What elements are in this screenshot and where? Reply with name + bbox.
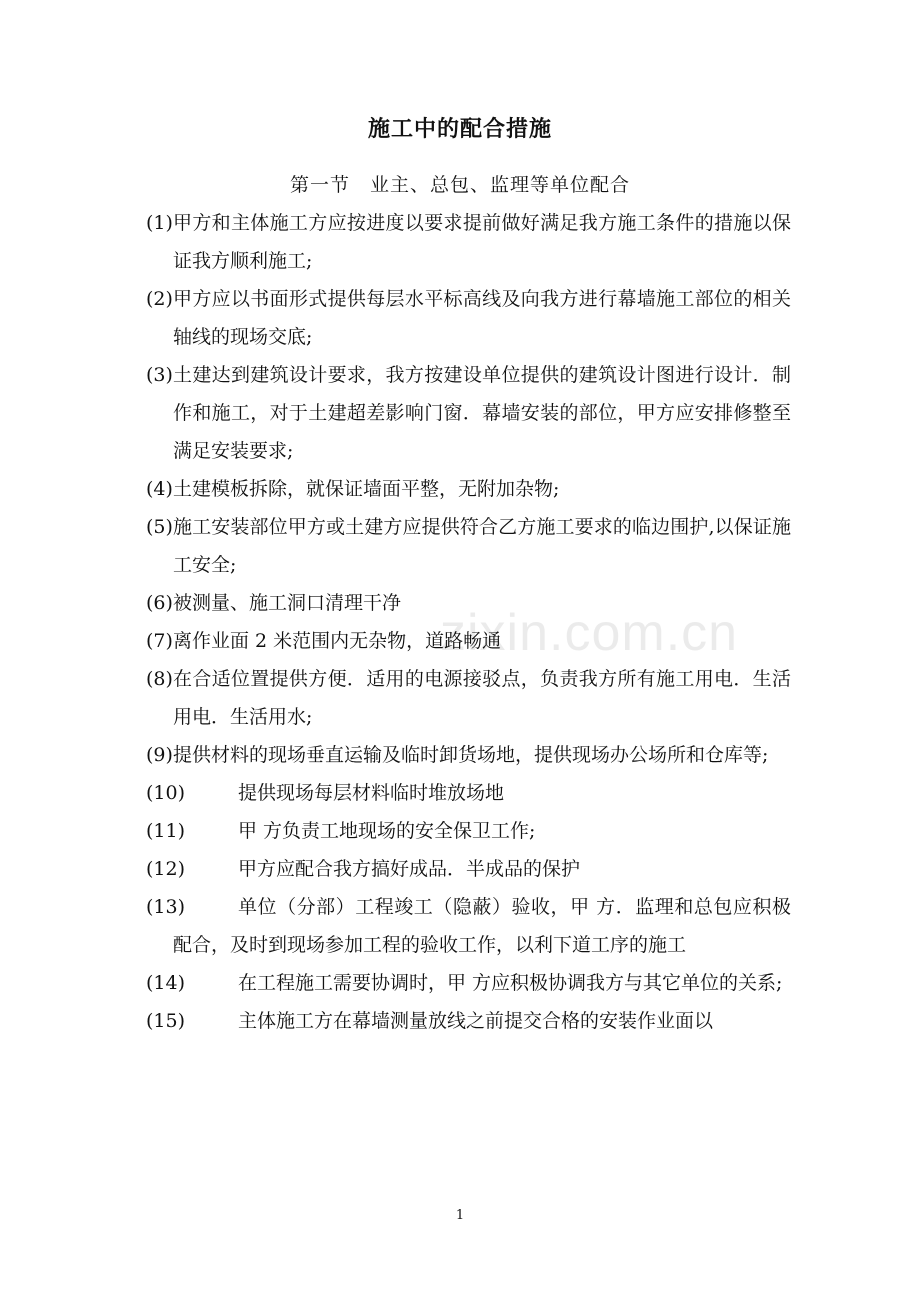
- item-number: (11): [146, 820, 186, 842]
- list-item: [146, 850, 791, 888]
- item-text: 被测量、施工洞口清理干净: [173, 592, 402, 614]
- list-item: [146, 356, 791, 470]
- item-text: 提供材料的现场垂直运输及临时卸货场地，提供现场办公场所和仓库等;: [173, 744, 769, 766]
- list-item: [146, 1002, 791, 1040]
- item-number: (14): [146, 972, 186, 994]
- item-text: 甲方应以书面形式提供每层水平标高线及向我方进行幕墙施工部位的相关轴线的现场交底;: [173, 288, 791, 348]
- list-item: [146, 660, 791, 736]
- item-text: 甲方和主体施工方应按进度以要求提前做好满足我方施工条件的措施以保证我方顺利施工;: [173, 212, 791, 272]
- item-number: (5): [146, 516, 173, 538]
- item-text: 单位（分部）工程竣工（隐蔽）验收，甲 方．监理和总包应积极配合，及时到现场参加工程的验收工作，以利下道工序的施工: [173, 896, 791, 956]
- item-number: (9): [146, 744, 173, 766]
- item-text: 甲 方负责工地现场的安全保卫工作;: [238, 820, 536, 842]
- list-item: [146, 812, 791, 850]
- item-text: 主体施工方在幕墙测量放线之前提交合格的安装作业面以: [238, 1010, 714, 1032]
- list-item: [146, 964, 791, 1002]
- list-item: [146, 508, 791, 584]
- list-item: [146, 280, 791, 356]
- item-text: 在合适位置提供方便．适用的电源接驳点，负责我方所有施工用电．生活用电．生活用水;: [173, 668, 791, 728]
- item-text: 甲方应配合我方搞好成品．半成品的保护: [238, 858, 581, 880]
- item-number: (2): [146, 288, 173, 310]
- item-text: 离作业面 2 米范围内无杂物，道路畅通: [173, 630, 502, 652]
- item-number: (13): [146, 896, 186, 918]
- item-number: (6): [146, 592, 173, 614]
- item-number: (1): [146, 212, 173, 234]
- page-number: 1: [455, 1208, 465, 1223]
- item-number: (7): [146, 630, 173, 652]
- item-text: 土建达到建筑设计要求，我方按建设单位提供的建筑设计图进行设计．制作和施工，对于土建超差影响门窗．幕墙安装的部位，甲方应安排修整至满足安装要求;: [173, 364, 791, 462]
- item-number: (15): [146, 1010, 186, 1032]
- list-item: [146, 774, 791, 812]
- item-number: (12): [146, 858, 186, 880]
- item-text: 提供现场每层材料临时堆放场地: [238, 782, 505, 804]
- watermark: zixin.com.cn: [440, 604, 739, 662]
- page-title: 施工中的配合措施: [367, 116, 552, 142]
- list-item: [146, 470, 791, 508]
- item-text: 土建模板拆除，就保证墙面平整，无附加杂物;: [173, 478, 560, 500]
- item-number: (10): [146, 782, 186, 804]
- item-number: (8): [146, 668, 173, 690]
- item-text: 在工程施工需要协调时，甲 方应积极协调我方与其它单位的关系;: [238, 972, 783, 994]
- section-title: 第一节 业主、总包、监理等单位配合: [289, 174, 630, 196]
- item-number: (3): [146, 364, 173, 386]
- list-item: [146, 888, 791, 964]
- item-number: (4): [146, 478, 173, 500]
- list-item: [146, 736, 791, 774]
- item-text: 施工安装部位甲方或土建方应提供符合乙方施工要求的临边围护,以保证施工安全;: [173, 516, 791, 576]
- list-item: [146, 204, 791, 280]
